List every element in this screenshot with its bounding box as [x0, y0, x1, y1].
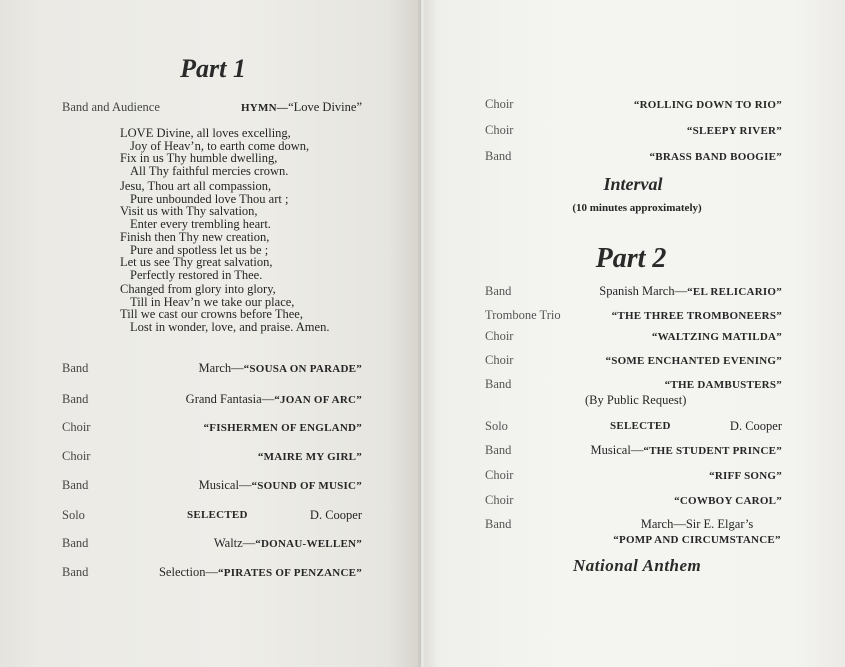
performer-label: Band [485, 517, 512, 531]
piece-title: “MAIRE MY GIRL” [257, 451, 362, 463]
piece-prefix: Spanish March— [599, 284, 688, 298]
performer-label: Band [485, 284, 512, 298]
hymn-line: Jesu, Thou art all compassion, [120, 179, 272, 193]
hymn-line: Lost in wonder, love, and praise. Amen. [130, 319, 330, 334]
programme-item [485, 283, 782, 299]
hymn-line: Till we cast our crowns before Thee, [120, 307, 303, 321]
performer-label: Band [62, 565, 89, 579]
piece-title: “JOAN OF ARC” [274, 394, 362, 406]
hymn-line: Joy of Heav’n, to earth come down, [130, 138, 310, 153]
performer-label: Band [62, 536, 89, 550]
programme-item [62, 391, 362, 407]
programme-item [485, 148, 782, 164]
piece [241, 99, 362, 116]
hymn-line: Let us see Thy great salvation, [120, 255, 273, 269]
hymn-title-prefix: HYMN— [240, 102, 289, 114]
piece-prefix: Grand Fantasia— [185, 392, 275, 406]
piece-title: “WALTZING MATILDA” [651, 331, 782, 343]
piece-title: “COWBOY CAROL” [674, 495, 782, 507]
piece [612, 516, 782, 548]
piece-title: “POMP AND CIRCUMSTANCE” [613, 534, 781, 546]
programme-item [485, 376, 782, 392]
performer-label: Choir [485, 329, 514, 343]
piece [159, 564, 362, 581]
piece-title: “SOUND OF MUSIC” [251, 480, 362, 492]
programme-item [485, 467, 782, 483]
interval-heading: Interval [603, 174, 663, 194]
programme-item [62, 419, 362, 435]
hymn-header [62, 99, 362, 115]
piece-title: “SLEEPY RIVER” [686, 125, 782, 137]
performer-label: Band [485, 443, 512, 457]
performer-label: Band [485, 377, 512, 391]
performer-label: Band [62, 478, 89, 492]
hymn-line: All Thy faithful mercies crown. [130, 163, 289, 178]
right-page [421, 0, 845, 667]
piece-title: “THE THREE TROMBONEERS” [611, 310, 782, 322]
piece [186, 391, 362, 408]
performer-label: Choir [62, 420, 91, 434]
piece-title: SELECTED [187, 509, 248, 521]
programme-item [62, 507, 362, 523]
piece-title: “THE DAMBUSTERS” [664, 379, 782, 391]
programme-item [485, 352, 782, 368]
programme-item [485, 96, 782, 112]
piece-title: “DONAU-WELLEN” [255, 538, 362, 550]
programme-item [485, 328, 782, 344]
performer-label: Band [62, 361, 89, 375]
programme-item [62, 448, 362, 464]
hymn-line: Till in Heav’n we take our place, [130, 294, 295, 309]
piece-prefix: Musical— [198, 478, 252, 492]
hymn-line: LOVE Divine, all loves excelling, [120, 126, 291, 140]
piece-title: “ROLLING DOWN TO RIO” [633, 99, 782, 111]
piece-prefix: Waltz— [213, 536, 256, 550]
hymn-verse [120, 127, 309, 177]
performer-label: Choir [62, 449, 91, 463]
performer-label: Choir [485, 468, 514, 482]
hymn-line: Enter every trembling heart. [130, 216, 271, 231]
piece-prefix: Musical— [590, 443, 644, 457]
hymn-line: Perfectly restored in Thee. [130, 267, 263, 282]
hymn-line: Pure and spotless let us be ; [130, 242, 269, 257]
piece [599, 283, 782, 300]
piece [199, 477, 362, 494]
programme-item [485, 307, 782, 323]
hymn-verse [120, 231, 273, 281]
performer-label: Choir [485, 493, 514, 507]
piece-title: “EL RELICARIO” [687, 286, 782, 298]
hymn-title: “Love Divine” [288, 100, 362, 114]
hymn-line: Changed from glory into glory, [120, 282, 276, 296]
part-1-heading: Part 1 [180, 54, 246, 83]
interval-note: (10 minutes approximately) [572, 202, 702, 214]
programme-item [62, 564, 362, 580]
piece-title: “THE STUDENT PRINCE” [643, 445, 782, 457]
part-2-heading: Part 2 [595, 243, 667, 274]
piece-title: SELECTED [610, 420, 671, 432]
programme-item [62, 477, 362, 493]
performer-label: Band and Audience [62, 100, 160, 114]
hymn-line: Finish then Thy new creation, [120, 230, 270, 244]
programme-item [485, 492, 782, 508]
performer-label: Choir [485, 97, 514, 111]
piece-title: “SOUSA ON PARADE” [243, 363, 362, 375]
piece-prefix: March—Sir E. Elgar’s [640, 517, 754, 531]
programme-item [485, 418, 782, 434]
left-page [0, 0, 421, 667]
hymn-verse [120, 180, 288, 230]
performer-label: Band [485, 149, 512, 163]
programme-item [62, 535, 362, 551]
hymn-verse [120, 283, 329, 333]
programme-item [485, 122, 782, 138]
national-anthem: National Anthem [573, 556, 702, 575]
public-request-note: (By Public Request) [585, 393, 687, 407]
hymn-line: Fix in us Thy humble dwelling, [120, 151, 278, 165]
piece-title: “RIFF SONG” [709, 470, 782, 482]
performer-label: Solo [485, 419, 508, 433]
hymn-line: Pure unbounded love Thou art ; [130, 191, 289, 206]
piece [591, 442, 782, 459]
programme-item [485, 442, 782, 458]
piece-prefix: March— [198, 361, 244, 375]
piece-title: “BRASS BAND BOOGIE” [649, 151, 782, 163]
soloist-name: D. Cooper [729, 419, 782, 433]
piece-title: “FISHERMEN OF ENGLAND” [203, 422, 362, 434]
piece [199, 360, 362, 377]
performer-label: Choir [485, 353, 514, 367]
page-fold [417, 0, 425, 667]
hymn-line: Visit us with Thy salvation, [120, 204, 258, 218]
piece-title: “SOME ENCHANTED EVENING” [605, 355, 782, 367]
piece-prefix: Selection— [158, 565, 218, 579]
performer-label: Solo [62, 508, 85, 522]
piece-title: “PIRATES OF PENZANCE” [218, 567, 362, 579]
programme-item [62, 360, 362, 376]
soloist-name: D. Cooper [309, 508, 362, 522]
piece [214, 535, 362, 552]
performer-label: Trombone Trio [485, 308, 561, 322]
performer-label: Band [62, 392, 89, 406]
performer-label: Choir [485, 123, 514, 137]
